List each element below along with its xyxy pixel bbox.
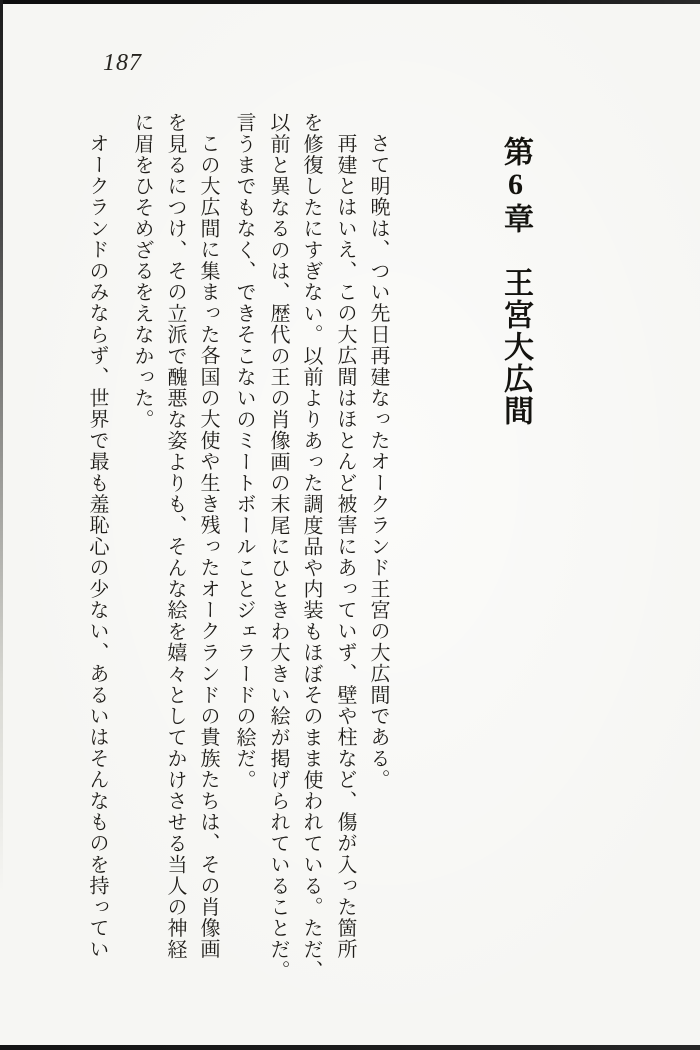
text-column-5: 言うまでもなく、できそこないのミートボールことジェラードの絵だ。 [233,112,255,791]
page-edge-left [0,0,3,1050]
chapter-title: 第6章 王宮大広間 [499,136,532,427]
text-column-3: を修復したにすぎない。以前よりあった調度品や内装もほぼそのまま使われている。ただ、 [300,112,322,982]
page-number: 187 [103,50,142,76]
text-column-4: 以前と異なるのは、歴代の王の肖像画の末尾にひときわ大きい絵が掲げられていることだ。 [267,112,289,982]
text-column-6: この大広間に集まった各国の大使や生き残ったオークランドの貴族たちは、その肖像画 [197,133,219,960]
page-edge-top [0,0,700,4]
text-column-7: を見るにつけ、その立派で醜悪な姿よりも、そんな絵を嬉々としてかけさせる当人の神経 [164,112,186,960]
text-column-9: オークランドのみならず、世界で最も羞恥心の少ない、あるいはそんなものを持ってい [86,133,108,960]
text-column-2: 再建とはいえ、この大広間はほとんど被害にあっていず、壁や柱など、傷が入った箇所 [334,133,356,960]
text-column-1: さて明晩は、つい先日再建なったオークランド王宮の大広間である。 [367,133,389,791]
text-column-8: に眉をひそめざるをえなかった。 [131,112,153,430]
page-edge-bottom [0,1045,700,1050]
